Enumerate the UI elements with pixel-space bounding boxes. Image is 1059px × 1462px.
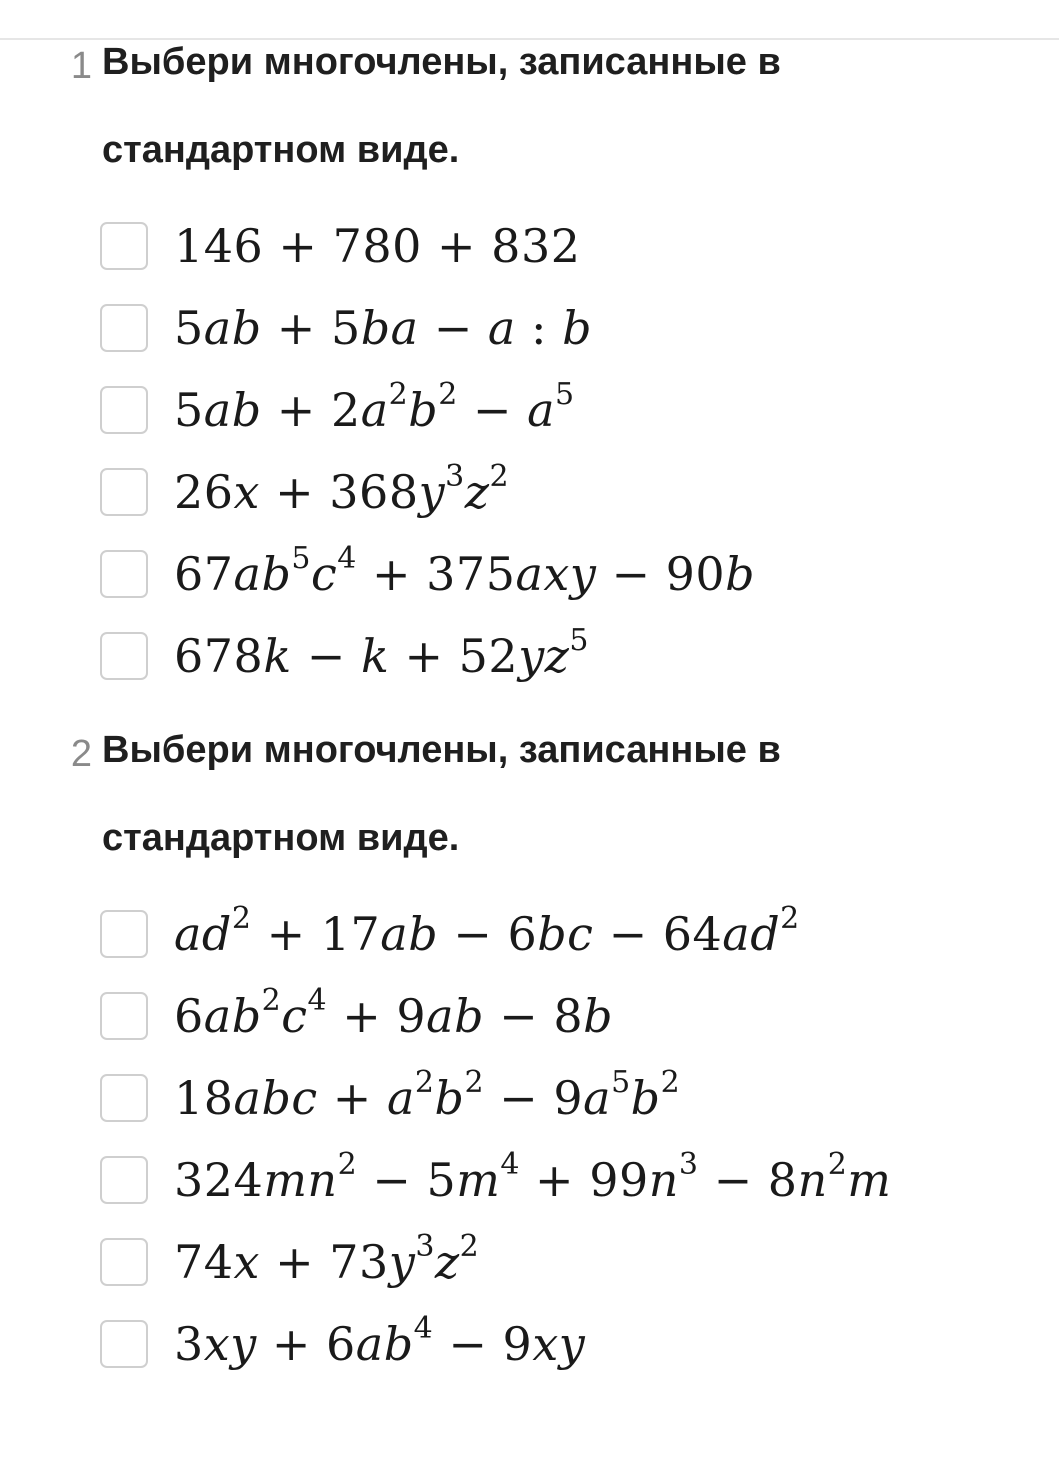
option-formula: $6ab^2c^4 + 9ab - 8b$ <box>174 983 614 1043</box>
option-item[interactable] <box>100 533 1000 615</box>
question-number: 2 <box>70 733 92 775</box>
option-item[interactable] <box>100 1057 1000 1139</box>
option-checkbox[interactable] <box>100 468 148 516</box>
question-title: Выбери многочлены, записанные в стандартном виде. <box>102 729 781 859</box>
option-checkbox[interactable] <box>100 222 148 270</box>
option-formula: 146 + 780 + 832 <box>174 219 581 273</box>
option-formula: $5ab + 2a^2b^2 - a^5$ <box>174 377 575 437</box>
option-formula: $74x + 73y^3z^2$ <box>174 1229 480 1289</box>
option-item[interactable] <box>100 205 1000 287</box>
options-list <box>100 205 1000 697</box>
option-item[interactable] <box>100 1139 1000 1221</box>
option-item[interactable] <box>100 287 1000 369</box>
question-title: Выбери многочлены, записанные в стандартном виде. <box>102 41 781 171</box>
option-formula: $678k - k + 52yz^5$ <box>174 623 590 683</box>
option-checkbox[interactable] <box>100 992 148 1040</box>
option-formula: $ad^2 + 17ab - 6bc - 64ad^2$ <box>174 901 800 961</box>
option-item[interactable] <box>100 615 1000 697</box>
option-checkbox[interactable] <box>100 632 148 680</box>
option-formula: 5ab + 5ba − a : b <box>174 301 593 355</box>
option-checkbox[interactable] <box>100 1238 148 1286</box>
option-formula: $18abc + a^2b^2 - 9a^5b^2$ <box>174 1065 681 1125</box>
option-checkbox[interactable] <box>100 1320 148 1368</box>
option-item[interactable] <box>100 1303 1000 1385</box>
option-checkbox[interactable] <box>100 304 148 352</box>
option-formula: $324mn^2 - 5m^4 + 99n^3 - 8n^2m$ <box>174 1147 892 1207</box>
option-checkbox[interactable] <box>100 910 148 958</box>
options-list <box>100 893 1000 1385</box>
option-formula: $67ab^5c^4 + 375axy - 90b$ <box>174 541 756 601</box>
option-formula: $26x + 368y^3z^2$ <box>174 459 510 519</box>
option-item[interactable] <box>100 1221 1000 1303</box>
option-checkbox[interactable] <box>100 386 148 434</box>
option-checkbox[interactable] <box>100 550 148 598</box>
option-item[interactable] <box>100 893 1000 975</box>
option-checkbox[interactable] <box>100 1074 148 1122</box>
option-item[interactable] <box>100 451 1000 533</box>
option-item[interactable] <box>100 369 1000 451</box>
option-checkbox[interactable] <box>100 1156 148 1204</box>
option-item[interactable] <box>100 975 1000 1057</box>
option-formula: $3xy + 6ab^4 - 9xy$ <box>174 1311 586 1371</box>
question-number: 1 <box>70 45 92 87</box>
